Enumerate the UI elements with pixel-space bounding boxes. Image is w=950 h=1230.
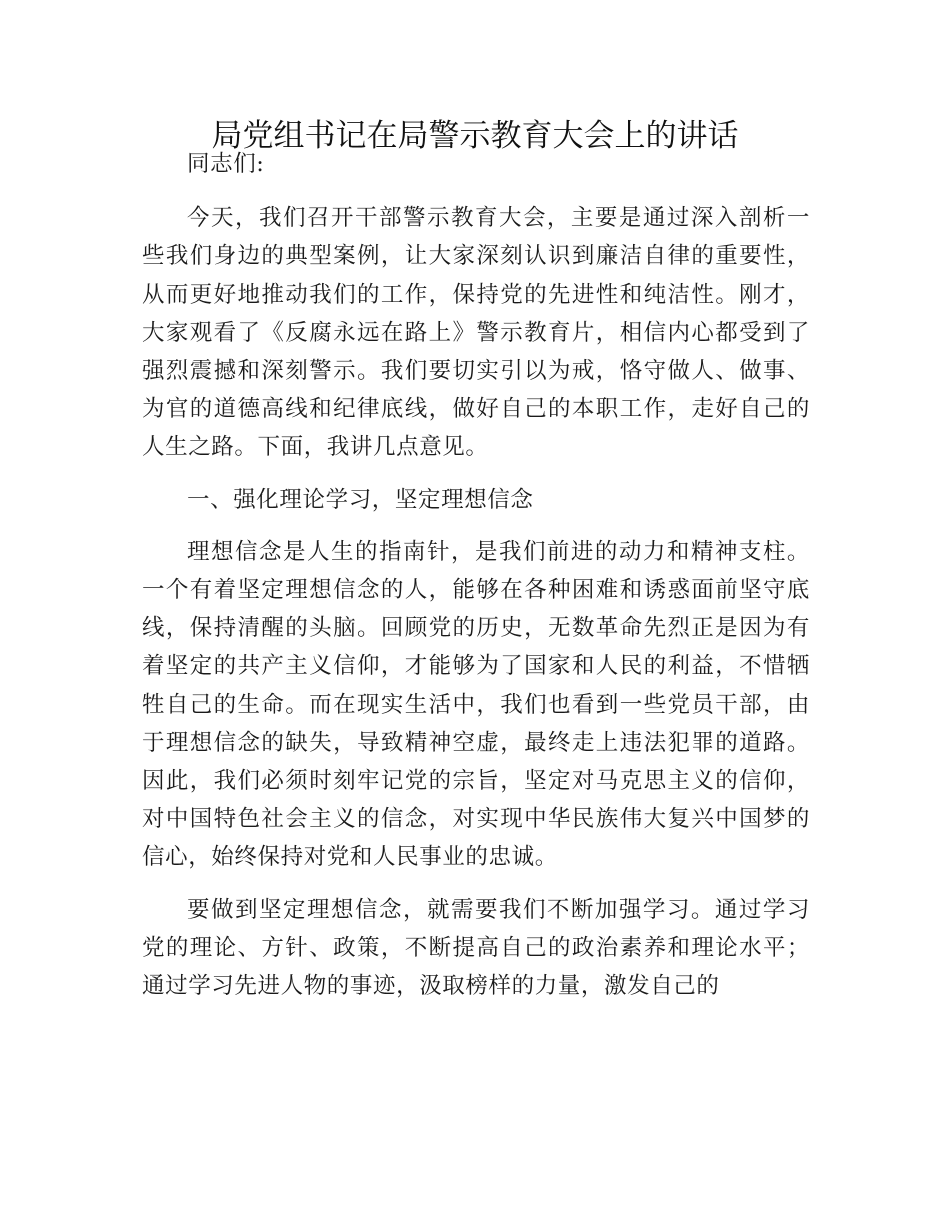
document-title: 局党组书记在局警示教育大会上的讲话	[211, 118, 739, 154]
body-paragraph-intro: 今天，我们召开干部警示教育大会，主要是通过深入剖析一些我们身边的典型案例，让大家深刻认识到廉洁自律的重要性，从而更好地推动我们的工作，保持党的先进性和纯洁性。刚才，大家观看了《反腐永远在路上》警示教育片，相信内心都受到了强烈震撼和深刻警示。我们要切实引以为戒，恪守做人、做事、为官的道德高线和纪律底线，做好自己的本职工作，走好自己的人生之路。下面，我讲几点意见。	[142, 205, 810, 461]
salutation: 同志们:	[187, 151, 265, 177]
body-paragraph-study: 要做到坚定理想信念，就需要我们不断加强学习。通过学习党的理论、方针、政策，不断提高自己的政治素养和理论水平；通过学习先进人物的事迹，汲取榜样的力量，激发自己的	[142, 896, 810, 1000]
body-paragraph-ideals: 理想信念是人生的指南针，是我们前进的动力和精神支柱。一个有着坚定理想信念的人，能够在各种困难和诱惑面前坚守底线，保持清醒的头脑。回顾党的历史，无数革命先烈正是因为有着坚定的共产主义信仰，才能够为了国家和人民的利益，不惜牺牲自己的生命。而在现实生活中，我们也看到一些党员干部，由于理想信念的缺失，导致精神空虚，最终走上违法犯罪的道路。因此，我们必须时刻牢记党的宗旨，坚定对马克思主义的信仰，对中国特色社会主义的信念，对实现中华民族伟大复兴中国梦的信心，始终保持对党和人民事业的忠诚。	[142, 538, 810, 871]
document-body	[142, 145, 810, 1019]
section-heading-1: 一、强化理论学习，坚定理想信念	[187, 486, 534, 513]
